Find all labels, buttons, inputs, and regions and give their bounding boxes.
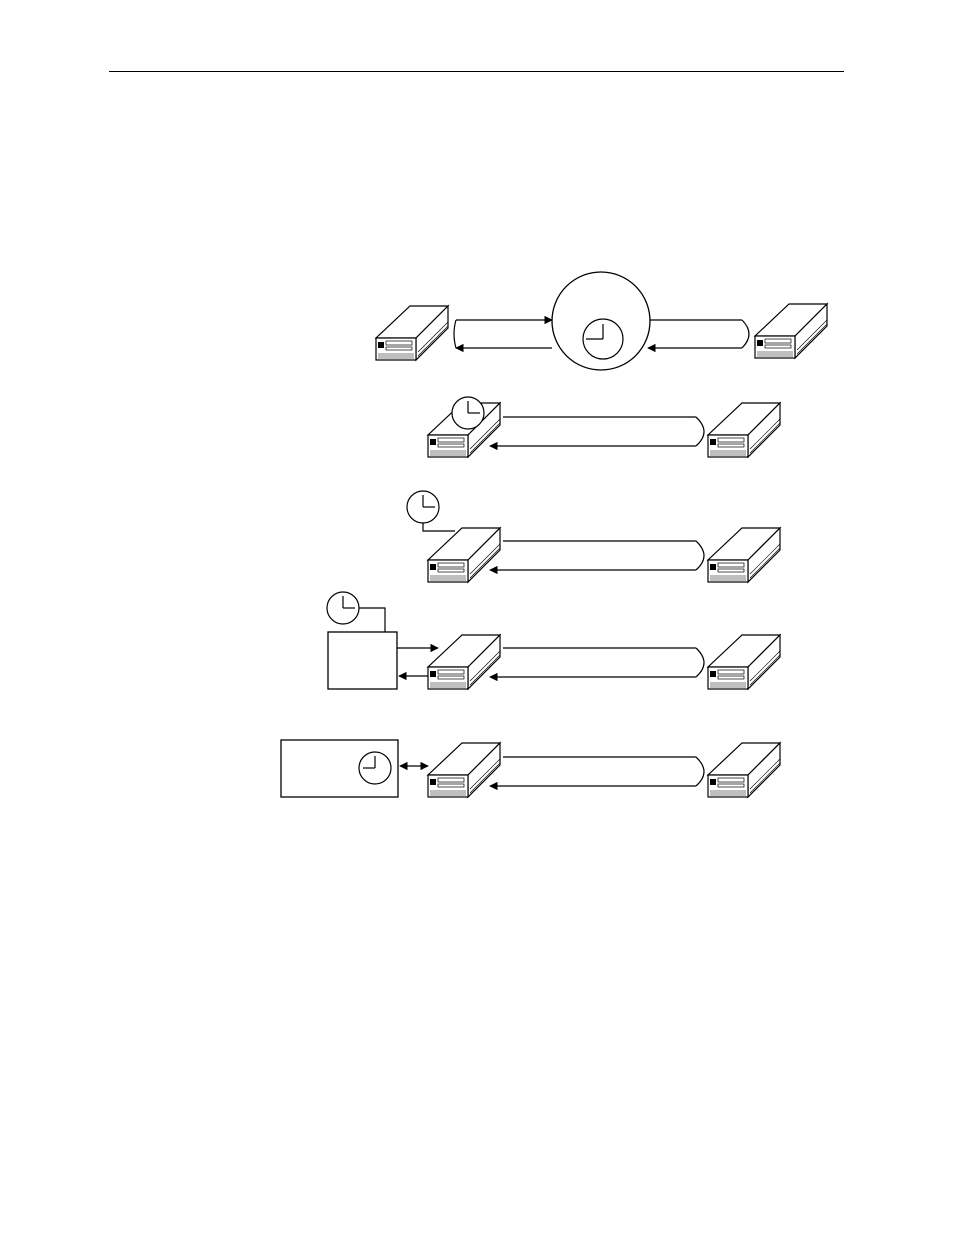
row-1 bbox=[376, 272, 827, 370]
local-modem-unit bbox=[428, 635, 500, 689]
local-modem-unit bbox=[376, 306, 448, 360]
remote-modem-unit bbox=[708, 635, 780, 689]
row-2 bbox=[428, 397, 780, 457]
internal-clock-icon bbox=[452, 397, 484, 429]
network-clock-icon bbox=[583, 319, 623, 359]
remote-modem-unit bbox=[755, 304, 827, 358]
remote-modem-unit bbox=[708, 743, 780, 797]
dte-internal-clock-icon bbox=[359, 752, 391, 784]
local-modem-unit bbox=[428, 528, 500, 582]
row-3 bbox=[407, 491, 780, 582]
remote-modem-unit bbox=[708, 528, 780, 582]
dte-box bbox=[328, 632, 397, 689]
row-4 bbox=[327, 592, 780, 689]
external-clock-icon bbox=[407, 491, 439, 523]
local-modem-unit bbox=[428, 743, 500, 797]
remote-modem-unit bbox=[708, 403, 780, 457]
dte-clock-icon bbox=[327, 592, 359, 624]
row-5 bbox=[281, 740, 780, 797]
